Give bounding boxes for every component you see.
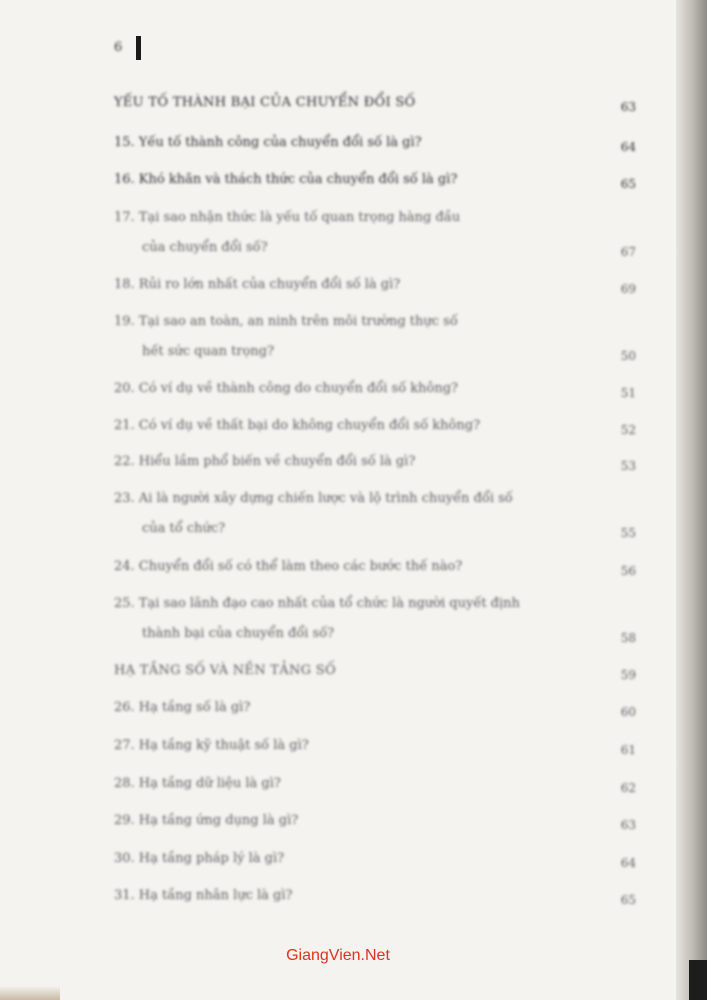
entry-page-number: 63 xyxy=(620,818,636,832)
entry-page-number: 64 xyxy=(620,856,636,870)
entry-page-number: 59 xyxy=(620,668,636,682)
entry-title-line: 16. Khó khăn và thách thức của chuyển đổi số là gì? xyxy=(114,172,458,187)
entry-page-number: 62 xyxy=(620,781,636,795)
section-title: YẾU TỐ THÀNH BẠI CỦA CHUYỂN ĐỔI SỐ xyxy=(114,95,416,110)
page-marker-bar xyxy=(136,36,141,60)
toc-section-heading xyxy=(114,656,636,686)
entry-title-line: 15. Yếu tố thành công của chuyển đổi số là gì? xyxy=(114,135,422,150)
toc-entry xyxy=(114,411,636,441)
entry-page-number: 56 xyxy=(620,564,636,578)
toc-entry xyxy=(114,165,636,195)
entry-title-line: 25. Tại sao lãnh đạo cao nhất của tổ chức là người quyết định xyxy=(114,596,520,611)
toc-entry xyxy=(114,484,636,544)
entry-page-number: 52 xyxy=(620,423,636,437)
toc-entry xyxy=(114,806,636,836)
entry-page-number: 60 xyxy=(620,705,636,719)
entry-title-line: của tổ chức? xyxy=(142,521,226,536)
entry-page-number: 63 xyxy=(620,100,636,114)
entry-page-number: 65 xyxy=(620,893,636,907)
entry-page-number: 67 xyxy=(620,245,636,259)
finger-shadow xyxy=(0,986,60,1000)
entry-title-line: 18. Rủi ro lớn nhất của chuyển đổi số là gì? xyxy=(114,277,401,292)
toc-section-heading xyxy=(114,88,636,118)
toc-entry xyxy=(114,552,636,582)
toc-entry xyxy=(114,844,636,874)
entry-title-line: 27. Hạ tầng kỹ thuật số là gì? xyxy=(114,738,309,753)
book-spine-edge xyxy=(676,0,707,1000)
toc-entry xyxy=(114,881,636,911)
entry-title-line: 31. Hạ tầng nhân lực là gì? xyxy=(114,888,293,903)
toc-entry xyxy=(114,447,636,477)
entry-page-number: 50 xyxy=(620,349,636,363)
entry-title-line: thành bại của chuyển đổi số? xyxy=(142,626,335,641)
entry-page-number: 55 xyxy=(620,526,636,540)
section-title: HẠ TẦNG SỐ VÀ NỀN TẢNG SỐ xyxy=(114,663,336,678)
entry-title-line: 28. Hạ tầng dữ liệu là gì? xyxy=(114,776,281,791)
entry-title-line: 21. Có ví dụ về thất bại do không chuyển đổi số không? xyxy=(114,418,481,433)
toc-entry xyxy=(114,769,636,799)
entry-title-line: 19. Tại sao an toàn, an ninh trên môi trường thực số xyxy=(114,314,458,329)
toc-entry xyxy=(114,731,636,761)
toc-entry xyxy=(114,203,636,263)
entry-page-number: 64 xyxy=(620,140,636,154)
entry-page-number: 51 xyxy=(620,386,636,400)
entry-title-line: 23. Ai là người xây dựng chiến lược và lộ trình chuyển đổi số xyxy=(114,491,513,506)
page-number: 6 xyxy=(114,40,123,55)
entry-title-line: 20. Có ví dụ về thành công do chuyển đổi số không? xyxy=(114,381,459,396)
entry-title-line: 24. Chuyển đổi số có thể làm theo các bước thế nào? xyxy=(114,559,463,574)
toc-entry xyxy=(114,270,636,300)
entry-page-number: 61 xyxy=(620,743,636,757)
entry-page-number: 69 xyxy=(620,282,636,296)
watermark-text: GiangVien.Net xyxy=(286,947,390,964)
entry-title-line: 26. Hạ tầng số là gì? xyxy=(114,700,251,715)
entry-page-number: 53 xyxy=(620,459,636,473)
toc-entry xyxy=(114,307,636,367)
toc-entry xyxy=(114,693,636,723)
entry-page-number: 58 xyxy=(620,631,636,645)
toc-entry xyxy=(114,589,636,649)
toc-entry xyxy=(114,374,636,404)
entry-title-line: của chuyển đổi số? xyxy=(142,240,268,255)
entry-title-line: hết sức quan trọng? xyxy=(142,344,275,359)
entry-title-line: 22. Hiểu lầm phổ biến về chuyển đổi số là gì? xyxy=(114,454,416,469)
entry-title-line: 29. Hạ tầng ứng dụng là gì? xyxy=(114,813,299,828)
entry-title-line: 17. Tại sao nhận thức là yếu tố quan trọng hàng đầu xyxy=(114,210,461,225)
entry-title-line: 30. Hạ tầng pháp lý là gì? xyxy=(114,851,285,866)
entry-page-number: 65 xyxy=(620,177,636,191)
toc-entry xyxy=(114,128,636,158)
book-edge-shadow xyxy=(689,960,707,1000)
